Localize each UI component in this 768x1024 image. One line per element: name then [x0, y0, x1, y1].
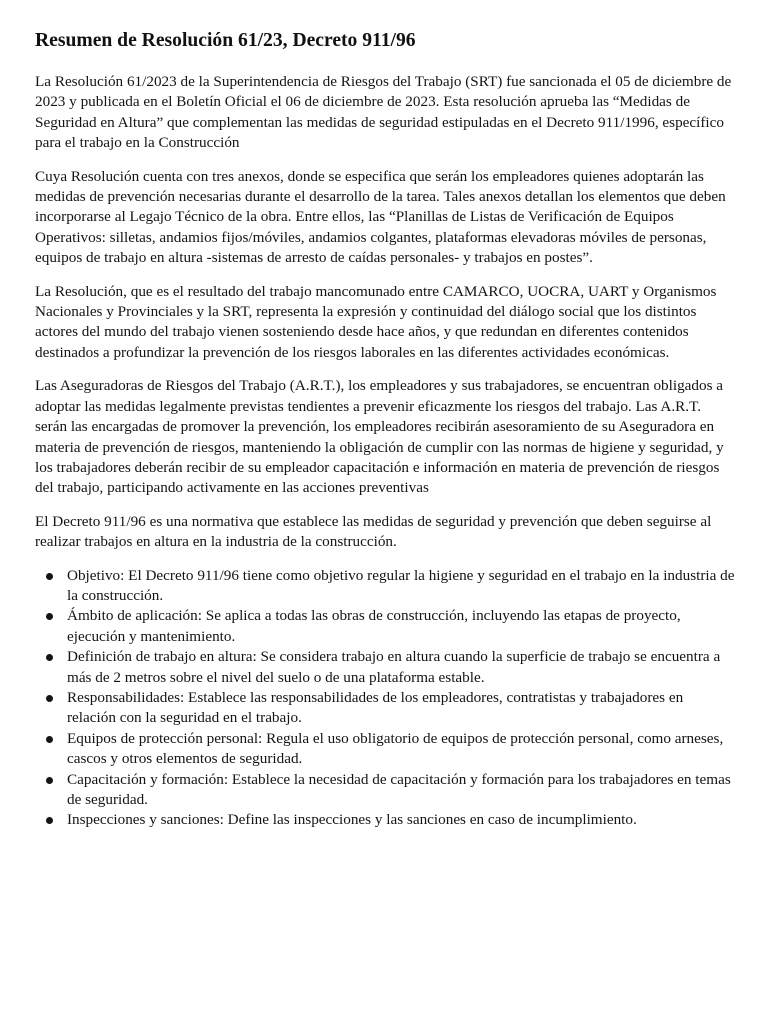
paragraph-decreto-intro: El Decreto 911/96 es una normativa que establece las medidas de seguridad y prevención que deben seguirse al realizar trabajos en altura en la industria de la construcción.	[35, 512, 712, 551]
paragraph-resolucion-intro: La Resolución 61/2023 de la Superintendencia de Riesgos del Trabajo (SRT) fue sancionada el 05 de diciembre de 2023 y publicada en el Boletín Oficial el 06 de diciembre de 2023. Esta resolución aprueba las “Medidas de Seguridad en Altura” que complementan las medidas de seguridad estipuladas en el Decreto 911/1996, específico para el trabajo en la Construcción	[35, 73, 732, 152]
list-item	[67, 606, 735, 647]
list-item	[67, 647, 735, 688]
list-item	[67, 688, 735, 729]
bullet-icon	[46, 573, 53, 580]
list-item-text: Inspecciones y sanciones: Define las inspecciones y las sanciones en caso de incumplimiento.	[67, 811, 637, 829]
paragraph-anexos: Cuya Resolución cuenta con tres anexos, donde se especifica que serán los empleadores quienes adoptarán las medidas de prevención necesarias durante el desarrollo de la tarea. Tales anexos detallan los elementos que deben incorporarse al Legajo Técnico de la obra. Entre ellos, las “Planillas de Listas de Verificación de Equipos Operativos: silletas, andamios fijos/móviles, andamios colgantes, plataformas elevadoras móviles de personas, equipos de trabajo en altura -sistemas de arresto de caídas personales- y trabajos en postes”.	[35, 167, 726, 267]
bullet-icon	[46, 695, 53, 702]
list-item	[67, 729, 735, 770]
paragraph-aseguradoras: Las Aseguradoras de Riesgos del Trabajo (A.R.T.), los empleadores y sus trabajadores, se encuentran obligados a adoptar las medidas legalmente previstas tendientes a prevenir eficazmente los riesgos del trabajo. Las A.R.T. serán las encargadas de promover la prevención, los empleadores recibirán asesoramiento de su Aseguradora en materia de prevención de riesgos, manteniendo la obligación de cumplir con las normas de higiene y seguridad, y los trabajadores deberán recibir de su empleador capacitación e información en materia de prevención de riesgos del trabajo, participando activamente en las acciones preventivas	[35, 377, 724, 497]
list-item-text: Definición de trabajo en altura: Se considera trabajo en altura cuando la superficie de trabajo se encuentra a más de 2 metros sobre el nivel del suelo o de una plataforma estable.	[67, 648, 721, 686]
bullet-icon	[46, 736, 53, 743]
list-item	[67, 566, 735, 607]
bullet-icon	[46, 777, 53, 784]
decreto-bullet-list	[35, 566, 735, 831]
bullet-icon	[46, 817, 53, 824]
list-item-text: Ámbito de aplicación: Se aplica a todas las obras de construcción, incluyendo las etapas de proyecto, ejecución y mantenimiento.	[67, 607, 681, 645]
document-title: Resumen de Resolución 61/23, Decreto 911/96	[35, 30, 416, 51]
list-item	[67, 770, 735, 811]
bullet-icon	[46, 613, 53, 620]
document	[35, 28, 735, 831]
list-item	[67, 810, 735, 830]
paragraph-dialogo-social: La Resolución, que es el resultado del trabajo mancomunado entre CAMARCO, UOCRA, UART y Organismos Nacionales y Provinciales y la SRT, representa la expresión y continuidad del diálogo social que los distintos actores del mundo del trabajo vienen sosteniendo desde hace años, y que redundan en diferentes contenidos destinados a profundizar la prevención de los riesgos laborales en las diferentes actividades económicas.	[35, 282, 717, 361]
list-item-text: Equipos de protección personal: Regula el uso obligatorio de equipos de protección personal, como arneses, cascos y otros elementos de seguridad.	[67, 729, 724, 768]
list-item-text: Objetivo: El Decreto 911/96 tiene como objetivo regular la higiene y seguridad en el trabajo en la industria de la construcción.	[67, 566, 735, 604]
list-item-text: Capacitación y formación: Establece la necesidad de capacitación y formación para los trabajadores en temas de seguridad.	[67, 770, 731, 808]
bullet-icon	[46, 654, 53, 661]
list-item-text: Responsabilidades: Establece las responsabilidades de los empleadores, contratistas y trabajadores en relación con la seguridad en el trabajo.	[67, 688, 684, 727]
